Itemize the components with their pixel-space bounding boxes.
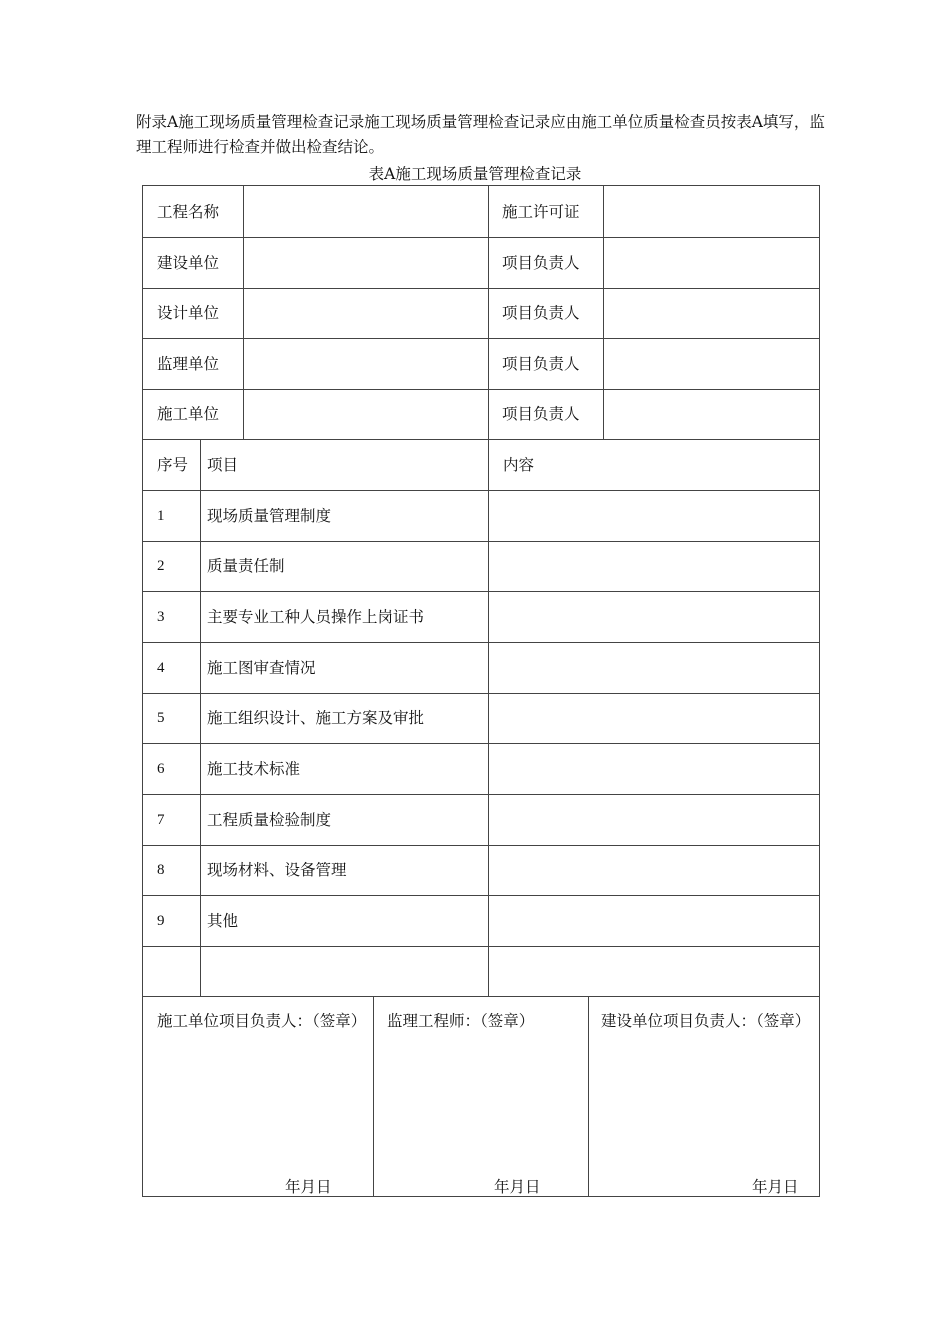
info-label-permit: 施工许可证 xyxy=(502,203,580,221)
header-content: 内容 xyxy=(503,456,535,474)
row-item: 施工图审查情况 xyxy=(207,659,316,677)
row-line xyxy=(143,895,819,896)
row-item: 施工技术标准 xyxy=(207,760,301,778)
signature-owner-lead: 建设单位项目负责人：（签章） xyxy=(601,1012,811,1030)
row-seq: 3 xyxy=(157,609,165,625)
row-line xyxy=(143,541,819,542)
column-line xyxy=(373,996,374,1197)
info-label-supervision-unit: 监理单位 xyxy=(157,355,220,373)
info-label-owner-unit: 建设单位 xyxy=(157,254,220,272)
column-line xyxy=(488,439,489,996)
row-seq: 7 xyxy=(157,812,165,828)
row-line xyxy=(143,642,819,643)
column-line xyxy=(603,186,604,439)
row-line xyxy=(143,693,819,694)
column-line xyxy=(488,186,489,439)
row-seq: 1 xyxy=(157,508,165,524)
row-line xyxy=(143,338,819,339)
intro-paragraph: 附录A施工现场质量管理检查记录施工现场质量管理检查记录应由施工单位质量检查员按表A填写，监理工程师进行检查并做出检查结论。 xyxy=(136,113,825,156)
row-seq: 4 xyxy=(157,660,165,676)
row-item: 施工组织设计、施工方案及审批 xyxy=(207,709,425,727)
column-line xyxy=(200,439,201,996)
row-item: 主要专业工种人员操作上岗证书 xyxy=(207,608,425,626)
row-item: 质量责任制 xyxy=(207,557,285,575)
row-seq: 8 xyxy=(157,862,165,878)
row-line xyxy=(143,996,819,997)
row-line xyxy=(143,743,819,744)
info-label-project-lead: 项目负责人 xyxy=(502,254,580,272)
row-line xyxy=(143,237,819,238)
table-caption: 表A施工现场质量管理检查记录 xyxy=(368,165,582,183)
row-item: 现场质量管理制度 xyxy=(207,507,332,525)
signature-date: 年月日 xyxy=(494,1178,541,1196)
signature-date: 年月日 xyxy=(752,1178,799,1196)
row-seq: 9 xyxy=(157,913,165,929)
info-label-design-unit: 设计单位 xyxy=(157,304,220,322)
info-label-project-lead: 项目负责人 xyxy=(502,355,580,373)
row-line xyxy=(143,439,819,440)
header-item: 项目 xyxy=(207,456,239,474)
row-seq: 6 xyxy=(157,761,165,777)
header-seq: 序号 xyxy=(157,456,189,474)
row-line xyxy=(143,845,819,846)
row-line xyxy=(143,389,819,390)
column-line xyxy=(243,186,244,439)
row-item: 工程质量检验制度 xyxy=(207,811,332,829)
signature-supervision-engineer: 监理工程师：（签章） xyxy=(387,1012,535,1030)
row-item: 现场材料、设备管理 xyxy=(207,861,347,879)
row-line xyxy=(143,591,819,592)
row-seq: 5 xyxy=(157,710,165,726)
inspection-record-table xyxy=(142,185,820,1197)
column-line xyxy=(588,996,589,1197)
info-label-construction-unit: 施工单位 xyxy=(157,405,220,423)
info-label-project-lead: 项目负责人 xyxy=(502,304,580,322)
row-line xyxy=(143,946,819,947)
signature-date: 年月日 xyxy=(285,1178,332,1196)
row-line xyxy=(143,794,819,795)
row-item: 其他 xyxy=(207,912,239,930)
row-line xyxy=(143,490,819,491)
row-line xyxy=(143,288,819,289)
signature-construction-lead: 施工单位项目负责人：（签章） xyxy=(157,1012,367,1030)
info-label-project-name: 工程名称 xyxy=(157,203,220,221)
info-label-project-lead: 项目负责人 xyxy=(502,405,580,423)
row-seq: 2 xyxy=(157,558,165,574)
